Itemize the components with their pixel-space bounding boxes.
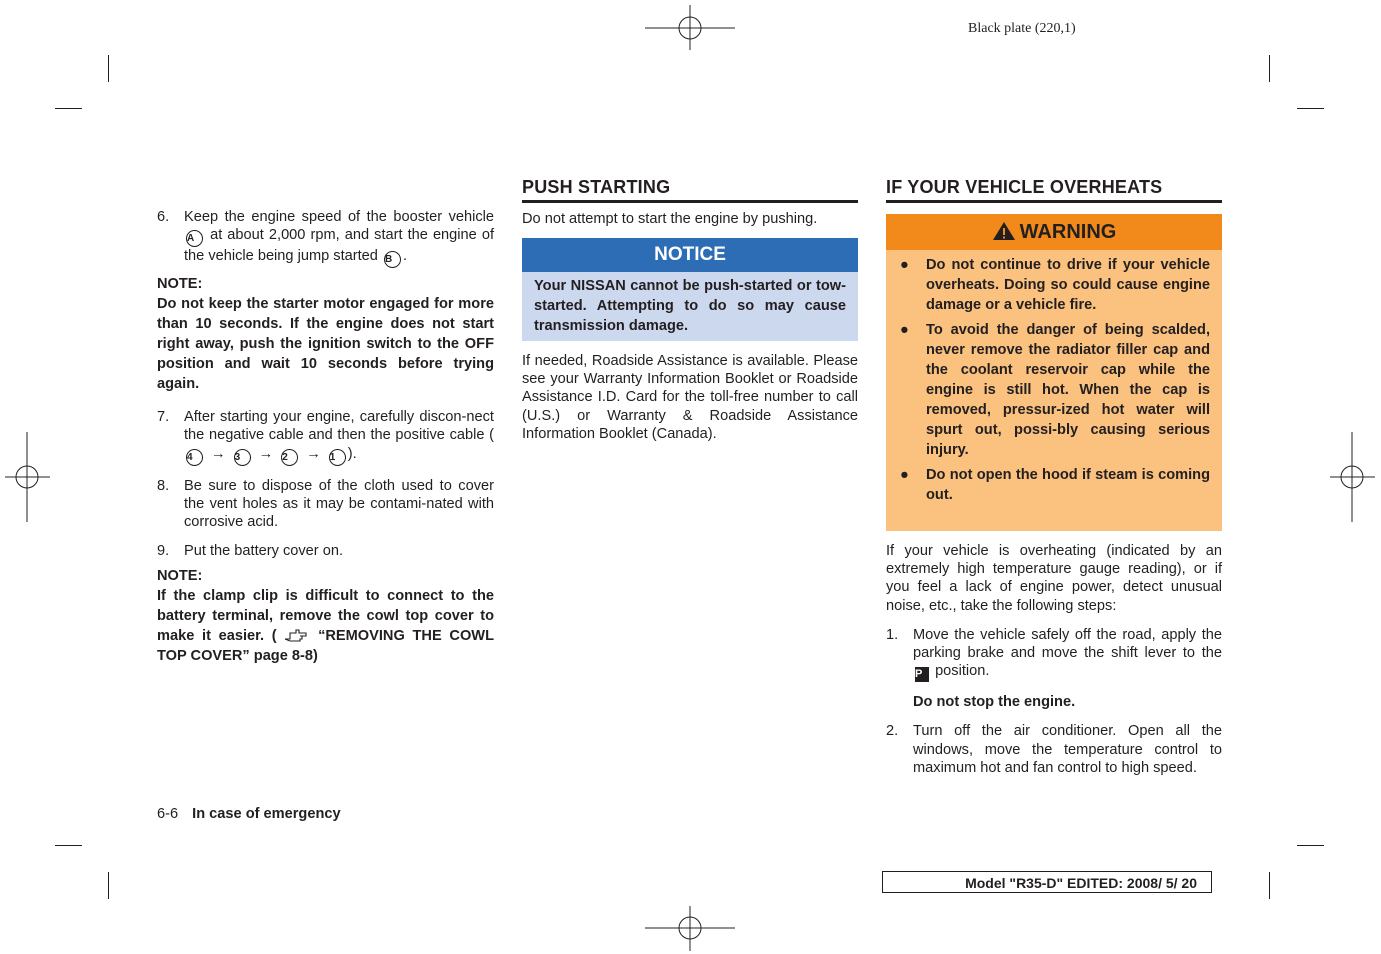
step-number: 7.	[157, 409, 170, 426]
step-text: Move the vehicle safely off the road, apply the parking brake and move the shift lever to the	[913, 626, 1222, 662]
step-8	[157, 477, 494, 532]
marker-b-icon: B	[384, 251, 401, 268]
step-text: After starting your engine, carefully discon-nect the negative cable and then the positive cable (	[184, 409, 494, 444]
note-title: NOTE:	[157, 568, 203, 585]
page-number: 6-6	[157, 806, 179, 822]
note-text-part: “REMOVING THE COWL TOP COVER” page 8-8)	[157, 628, 494, 665]
note-text	[157, 586, 494, 666]
arrow-icon: →	[211, 445, 226, 462]
plate-label: Black plate (220,1)	[968, 21, 1076, 36]
step-number: 1.	[886, 626, 899, 643]
step-number: 2.	[886, 723, 899, 740]
step-number: 9.	[157, 543, 170, 560]
warning-triangle-icon	[992, 221, 1016, 241]
bullet-icon: ●	[900, 257, 909, 273]
note-text: Do not keep the starter motor engaged for more than 10 seconds. If the engine does not start right away, push the ignition switch to the OFF position and wait 10 seconds before trying again.	[157, 296, 494, 393]
terminal-1-icon: 1	[329, 449, 346, 466]
registration-mark-bottom	[645, 906, 735, 951]
marker-a-icon: A	[186, 230, 203, 247]
park-position-icon: P	[915, 667, 929, 682]
terminal-2-icon: 2	[281, 449, 298, 466]
step-9	[157, 542, 494, 560]
bullet-icon: ●	[900, 322, 909, 338]
registration-mark-top	[645, 5, 735, 50]
step-number: 6.	[157, 209, 170, 225]
step-note: Do not stop the engine.	[913, 694, 1076, 711]
page-footer	[157, 806, 341, 822]
registration-mark-left	[5, 432, 50, 522]
warning-item	[898, 320, 1210, 460]
terminal-4-icon: 4	[186, 449, 203, 466]
overheat-intro: If your vehicle is overheating (indicated by an extremely high temperature gauge reading), or if you feel a lack of engine power, detect unusual noise, etc., take the following steps:	[886, 543, 1222, 614]
warning-item	[898, 465, 1210, 505]
step-number: 8.	[157, 477, 170, 494]
note-block	[157, 566, 494, 666]
warning-item	[898, 255, 1210, 315]
overheat-step-2	[886, 722, 1222, 777]
section-title-overheats: IF YOUR VEHICLE OVERHEATS	[886, 177, 1222, 203]
push-starting-intro: Do not attempt to start the engine by pushing.	[522, 211, 818, 227]
pointing-hand-icon	[284, 628, 310, 642]
step-text: Put the battery cover on.	[184, 543, 343, 560]
warning-label: WARNING	[1019, 221, 1117, 243]
arrow-icon: →	[306, 445, 321, 462]
step-text: at about 2,000 rpm, and start the engine of the vehicle being jump started	[184, 227, 494, 265]
step-6	[157, 208, 494, 268]
warning-text: To avoid the danger of being scalded, never remove the radiator filler cap and the coolant reservoir cap while the engine is still hot. When the cap is removed, pressur-ized hot water will spurt out, possi-bly causing serious injury.	[926, 322, 1210, 458]
model-edit-stamp: Model "R35-D" EDITED: 2008/ 5/ 20	[882, 871, 1212, 893]
step-text: Turn off the air conditioner. Open all the windows, move the temperature control to maximum hot and fan control to high speed.	[913, 723, 1222, 776]
notice-text: Your NISSAN cannot be push-started or tow-started. Attempting to do so may cause transmission damage.	[522, 272, 858, 341]
note-block	[157, 274, 494, 394]
roadside-assistance-text: If needed, Roadside Assistance is available. Please see your Warranty Information Booklet or Roadside Assistance I.D. Card for the toll-free number to call (U.S.) or Warranty & Roadside Assistance Information Booklet (Canada).	[522, 353, 858, 442]
warning-body	[886, 250, 1222, 531]
step-text: Keep the engine speed of the booster vehicle	[184, 209, 494, 225]
step-text: position.	[935, 663, 990, 680]
note-title: NOTE:	[157, 276, 203, 293]
step-7	[157, 408, 494, 465]
step-text: Be sure to dispose of the cloth used to cover the vent holes as it may be contami-nated with corrosive acid.	[184, 477, 494, 531]
section-name: In case of emergency	[192, 806, 341, 822]
registration-mark-right	[1330, 432, 1375, 522]
step-text: ).	[347, 445, 357, 462]
warning-header	[886, 214, 1222, 250]
step-text: .	[402, 248, 408, 265]
arrow-icon: →	[258, 445, 274, 462]
warning-text: Do not continue to drive if your vehicle overheats. Doing so could cause engine damage or a vehicle fire.	[926, 257, 1210, 313]
left-column	[157, 208, 494, 666]
overheat-step-1	[886, 626, 1222, 712]
notice-header: NOTICE	[522, 238, 858, 272]
warning-text: Do not open the hood if steam is coming out.	[926, 467, 1210, 503]
note-text-part: If the clamp clip is difficult to connect to the battery terminal, remove the cowl top cover to make it easier. (	[157, 588, 494, 645]
section-title-push-starting: PUSH STARTING	[522, 177, 858, 203]
terminal-3-icon: 3	[234, 449, 251, 466]
bullet-icon: ●	[900, 467, 909, 483]
overheat-steps	[886, 542, 1222, 777]
warning-list	[886, 250, 1222, 505]
